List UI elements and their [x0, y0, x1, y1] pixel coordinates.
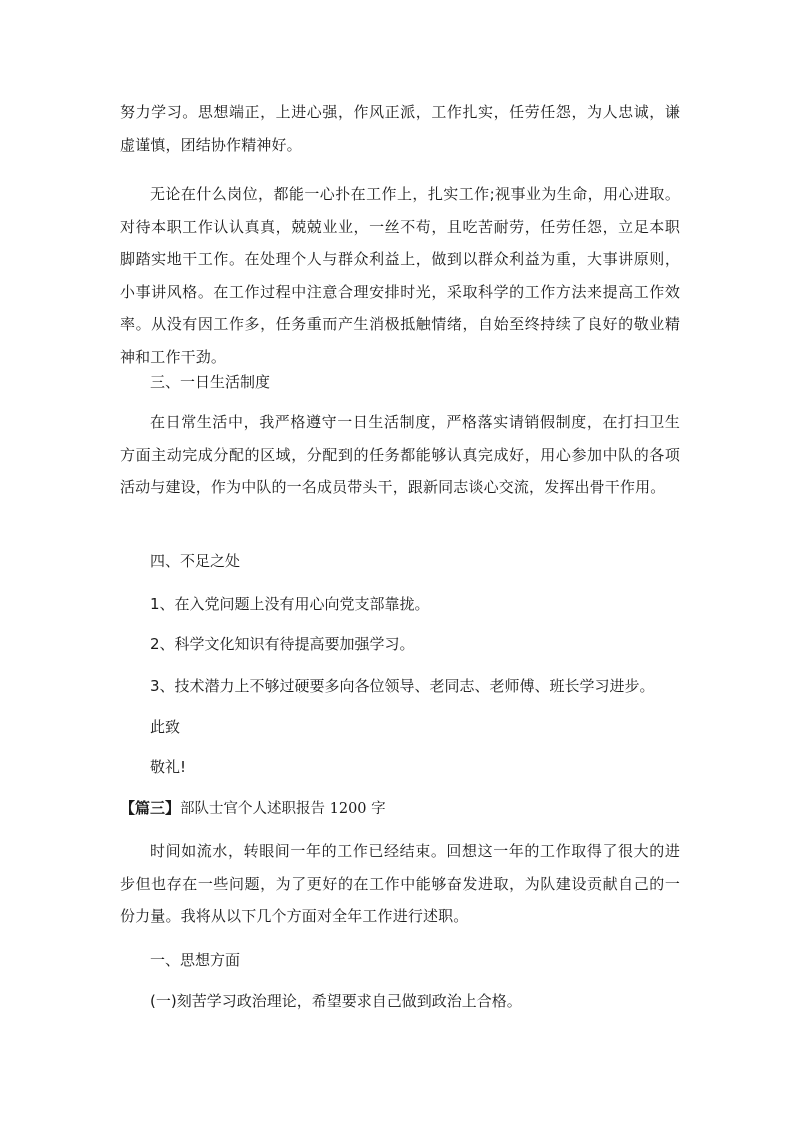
sub-item-1	[120, 985, 680, 1018]
list-item-3	[120, 670, 680, 703]
list-item: 3、技术潜力上不够过硬要多向各位领导、老同志、老师傅、班长学习进步。	[150, 677, 655, 695]
closing-salutation	[120, 711, 680, 744]
heading-shortcomings	[120, 545, 680, 578]
closing-regards	[120, 751, 680, 784]
section-title-block	[120, 792, 680, 826]
list-item-2	[120, 628, 680, 661]
paragraph-3	[120, 406, 680, 504]
paragraph-text: 时间如流水，转眼间一年的工作已经结束。回想这一年的工作取得了很大的进步但也存在一些问题，为了更好的在工作中能够奋发进取，为队建设贡献自己的一份力量。我将从以下几个方面对全年工作进行述职。	[120, 842, 680, 925]
closing-text: 敬礼!	[150, 758, 187, 776]
list-item: 1、在入党问题上没有用心向党支部靠拢。	[150, 595, 430, 613]
list-item: 2、科学文化知识有待提高要加强学习。	[150, 635, 415, 653]
paragraph-text: 努力学习。思想端正，上进心强，作风正派，工作扎实，任劳任怨，为人忠诚，谦虚谨慎，团结协作精神好。	[120, 103, 680, 154]
paragraph-text: 在日常生活中，我严格遵守一日生活制度，严格落实请销假制度，在打扫卫生方面主动完成分配的区域，分配到的任务都能够认真完成好，用心参加中队的各项活动与建设，作为中队的一名成员带头干，跟新同志谈心交流，发挥出骨干作用。	[120, 413, 680, 496]
section-heading: 四、不足之处	[150, 552, 241, 570]
section-title	[120, 792, 680, 826]
heading-daily-life	[120, 366, 680, 399]
section-heading: 一、思想方面	[150, 951, 241, 969]
closing-text: 此致	[150, 718, 181, 736]
paragraph-1	[120, 96, 680, 161]
paragraph-text: 无论在什么岗位，都能一心扑在工作上，扎实工作;视事业为生命，用心进取。对待本职工作认认真真，兢兢业业，一丝不苟，且吃苦耐劳，任劳任怨，立足本职脚踏实地干工作。在处理个人与群众利益上，做到以群众利益为重，大事讲原则，小事讲风格。在工作过程中注意合理安排时光，采取科学的工作方法来提高工作效率。从没有因工作多，任务重而产生消极抵触情绪，自始至终持续了良好的敬业精神和工作干劲。	[120, 185, 680, 366]
sub-item-text: (一)刻苦学习政治理论，希望要求自己做到政治上合格。	[150, 992, 522, 1010]
heading-ideology	[120, 944, 680, 977]
paragraph-4	[120, 835, 680, 933]
list-item-1	[120, 588, 680, 621]
section-title-text: 部队士官个人述职报告 1200 字	[180, 801, 386, 817]
section-title-bracket: 【篇三】	[120, 799, 181, 817]
paragraph-2	[120, 178, 680, 373]
section-heading: 三、一日生活制度	[150, 373, 271, 391]
